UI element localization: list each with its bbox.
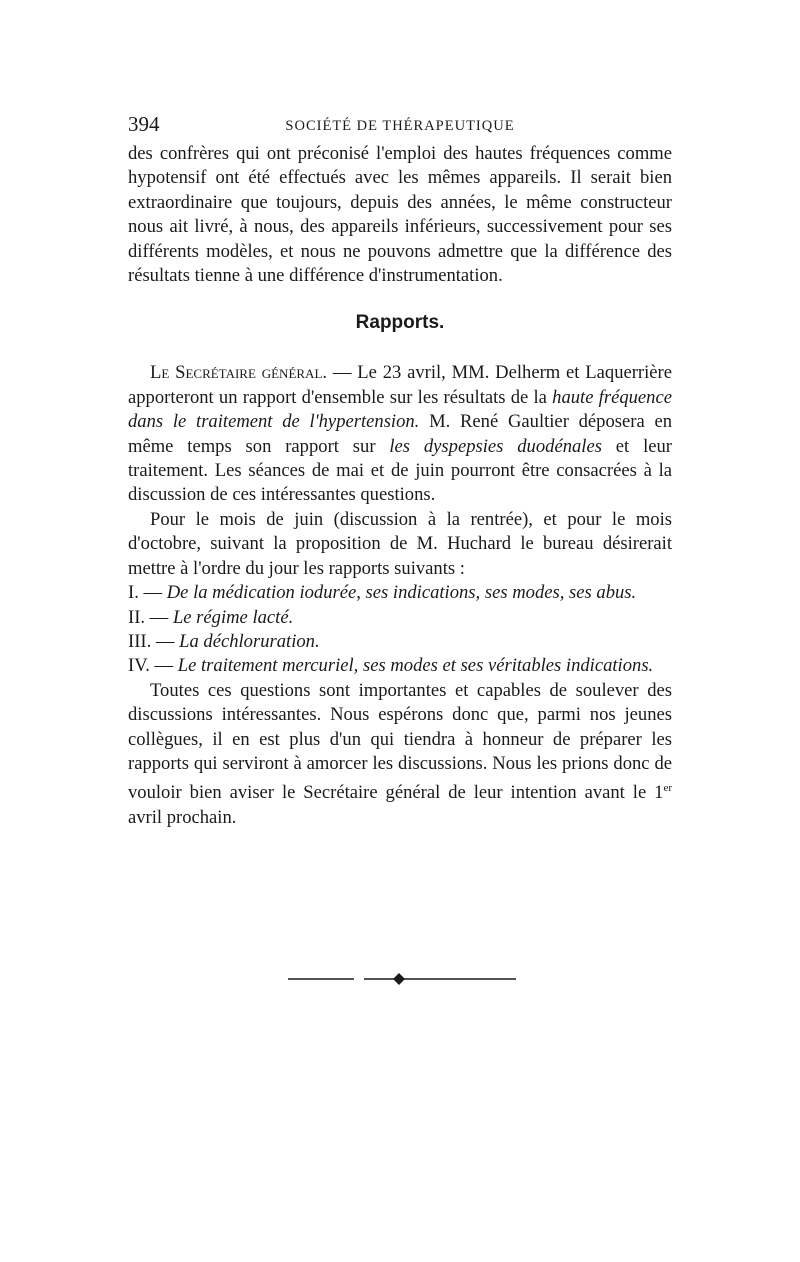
paragraph-june: Pour le mois de juin (discussion à la rentrée), et pour le mois d'octobre, suivant la proposition de M. Huchard le bureau désirerait mettre à l'ordre du jour les rapports suivants : (128, 508, 672, 579)
intro-paragraph: des confrères qui ont préconisé l'emploi des hautes fréquences comme hypotensif ont été effectués avec les mêmes appareils. Il serait bien extraordinaire que toujours, depuis des années, le même constructeur nous ait livré, à nous, des appareils inférieurs, successivement pour ses différents modèles, et nous ne pouvons admettre que la différence des résultats tienne à une différence d'instrumentation. (128, 143, 672, 287)
list-item (128, 654, 672, 678)
superscript-er: er (663, 782, 672, 795)
closing-text-1: Toutes ces questions sont importantes et capables de soulever des discussions intéressantes. Nous espérons donc que, parmi nos jeunes collègues, il en est plus d'un qui tiendra à honneur de préparer les rapports qui serviront à amorcer les discussions. Nous les prions donc de vouloir bien aviser le Secrétaire général de leur intention avant le 1 (128, 679, 672, 804)
paragraph-secretary (128, 361, 672, 507)
ornament-divider (288, 972, 516, 986)
para1-italic-2: les dyspepsies duodénales (389, 435, 602, 457)
para1-text-1: — Le 23 avril, MM. Delherm et Laquerrière apporteront un rapport d'ensemble sur les résultats de la (128, 362, 672, 408)
para1-text-2: M. René Gaultier déposera en même temps son rapport sur (128, 411, 672, 457)
item-number: IV. — (128, 655, 178, 677)
item-text: Le traitement mercuriel, ses modes et ses véritables indications. (177, 655, 654, 677)
page (128, 112, 672, 830)
running-title: SOCIÉTÉ DE THÉRAPEUTIQUE (285, 118, 515, 134)
item-number: III. — (128, 630, 180, 652)
para1-italic-1: haute fréquence dans le traitement de l'hypertension. (128, 386, 672, 433)
item-text: De la médication iodurée, ses indications, ses modes, ses abus. (166, 582, 637, 604)
para1-text-3: et leur traitement. Les séances de mai et de juin pourront être consacrées à la discussion de ces intéressantes questions. (128, 435, 672, 506)
item-text: Le régime lacté. (172, 606, 294, 628)
page-number: 394 (128, 112, 160, 136)
list-item (128, 581, 672, 605)
item-text: La déchloruration. (179, 630, 320, 652)
closing-text-2: avril prochain. (128, 806, 237, 828)
paragraph-closing (128, 679, 672, 831)
speaker-name: Le Secrétaire général. (150, 362, 328, 384)
item-number: II. — (128, 606, 173, 628)
list-item (128, 606, 672, 630)
page-header (128, 112, 672, 142)
item-number: I. — (128, 582, 167, 604)
list-item (128, 630, 672, 654)
section-title: Rapports. (355, 312, 445, 334)
